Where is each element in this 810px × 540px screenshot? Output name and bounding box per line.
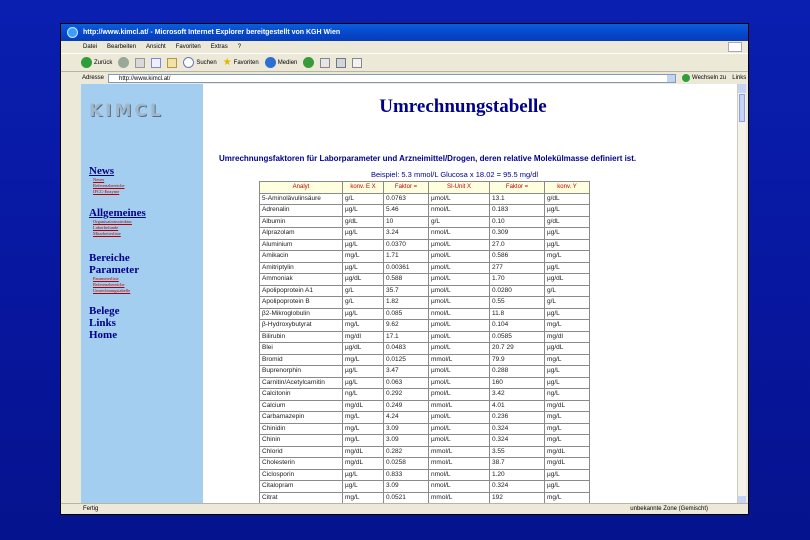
table-cell: mg/L bbox=[545, 492, 590, 504]
table-cell: Amitriptylin bbox=[260, 262, 343, 274]
refresh-icon[interactable] bbox=[151, 58, 161, 68]
table-cell: 0.0370 bbox=[384, 239, 429, 251]
table-cell: nmol/L bbox=[429, 228, 490, 240]
history-icon[interactable] bbox=[303, 57, 314, 68]
table-cell: 79.9 bbox=[490, 354, 545, 366]
table-cell: Alprazolam bbox=[260, 228, 343, 240]
table-cell: mg/L bbox=[343, 412, 384, 424]
table-cell: µmol/L bbox=[429, 274, 490, 286]
table-cell: µmol/L bbox=[429, 239, 490, 251]
table-row bbox=[260, 343, 590, 355]
table-cell: mg/L bbox=[545, 320, 590, 332]
table-row bbox=[260, 239, 590, 251]
table-cell: mg/dl bbox=[343, 331, 384, 343]
nav-news-item[interactable]: Neues bbox=[93, 177, 105, 182]
nav-bereiche-link[interactable]: Bereiche bbox=[89, 252, 130, 264]
go-label: Wechseln zu bbox=[692, 75, 727, 81]
menu-ansicht[interactable]: Ansicht bbox=[146, 44, 166, 50]
table-cell: mg/L bbox=[343, 492, 384, 504]
table-cell: 3.24 bbox=[384, 228, 429, 240]
table-cell: Bromid bbox=[260, 354, 343, 366]
nav-news-item[interactable]: IFCC-Enzyme bbox=[93, 189, 120, 194]
table-cell: 0.249 bbox=[384, 400, 429, 412]
search-label: Suchen bbox=[196, 59, 217, 66]
page-subtitle: Umrechnungsfaktoren für Laborparameter und Arzneimittel/Drogen, deren relative Molekülmasse definiert ist. bbox=[219, 154, 637, 163]
table-cell: 0.085 bbox=[384, 308, 429, 320]
table-row bbox=[260, 285, 590, 297]
table-cell: µg/dL bbox=[343, 343, 384, 355]
table-row bbox=[260, 446, 590, 458]
table-cell: 17.1 bbox=[384, 331, 429, 343]
table-cell: g/dL bbox=[545, 193, 590, 205]
table-cell: nmol/L bbox=[429, 481, 490, 493]
sidebar bbox=[81, 84, 203, 505]
table-cell: µg/dL bbox=[343, 274, 384, 286]
back-button[interactable] bbox=[81, 57, 112, 68]
table-cell: 9.62 bbox=[384, 320, 429, 332]
status-zone: unbekannte Zone (Gemischt) bbox=[630, 506, 708, 512]
table-cell: µg/L bbox=[545, 308, 590, 320]
table-cell: 0.10 bbox=[490, 216, 545, 228]
table-row bbox=[260, 297, 590, 309]
media-button[interactable] bbox=[265, 57, 298, 68]
table-cell: Calcitonin bbox=[260, 389, 343, 401]
nav-parameter-link[interactable]: Parameter bbox=[89, 264, 140, 276]
table-row bbox=[260, 366, 590, 378]
table-cell: 3.42 bbox=[490, 389, 545, 401]
status-bar bbox=[61, 503, 748, 514]
table-cell: µg/L bbox=[545, 239, 590, 251]
table-cell: 0.0258 bbox=[384, 458, 429, 470]
table-cell: g/L bbox=[343, 193, 384, 205]
table-cell: 1.71 bbox=[384, 251, 429, 263]
title-bar bbox=[61, 24, 748, 41]
table-cell: g/dL bbox=[545, 216, 590, 228]
table-row bbox=[260, 251, 590, 263]
nav-news-link[interactable]: News bbox=[89, 165, 115, 177]
table-cell: mg/L bbox=[545, 251, 590, 263]
table-cell: mg/L bbox=[343, 435, 384, 447]
table-row bbox=[260, 377, 590, 389]
table-cell: 35.7 bbox=[384, 285, 429, 297]
table-cell: µmol/L bbox=[429, 262, 490, 274]
table-cell: mg/L bbox=[343, 320, 384, 332]
table-row bbox=[260, 354, 590, 366]
table-cell: Chinin bbox=[260, 435, 343, 447]
table-cell: 0.236 bbox=[490, 412, 545, 424]
table-cell: mg/L bbox=[545, 435, 590, 447]
table-cell: nmol/L bbox=[429, 469, 490, 481]
page-title: Umrechnungstabelle bbox=[379, 96, 547, 117]
menu-bearbeiten[interactable]: Bearbeiten bbox=[107, 44, 137, 50]
table-cell: Bilirubin bbox=[260, 331, 343, 343]
favorites-button[interactable] bbox=[223, 58, 259, 68]
table-cell: g/L bbox=[343, 297, 384, 309]
table-cell: mg/dL bbox=[343, 400, 384, 412]
table-cell: 0.55 bbox=[490, 297, 545, 309]
table-cell: µmol/L bbox=[429, 412, 490, 424]
table-cell: 0.282 bbox=[384, 446, 429, 458]
menu-help[interactable]: ? bbox=[237, 44, 242, 50]
table-cell: g/dL bbox=[343, 216, 384, 228]
table-cell: 0.063 bbox=[384, 377, 429, 389]
table-cell: µg/L bbox=[545, 469, 590, 481]
window-title: http://www.kimcl.at/ - Microsoft Internet Explorer bereitgestellt von KGH Wien bbox=[83, 29, 341, 36]
table-cell: mg/L bbox=[343, 251, 384, 263]
table-cell: 5-Aminolävulinsäure bbox=[260, 193, 343, 205]
table-cell: 192 bbox=[490, 492, 545, 504]
table-cell: µmol/L bbox=[429, 251, 490, 263]
table-cell: mg/dl bbox=[545, 331, 590, 343]
header-konv-y: konv. Y bbox=[545, 182, 590, 194]
table-cell: 0.292 bbox=[384, 389, 429, 401]
menu-favoriten[interactable]: Favoriten bbox=[175, 44, 201, 50]
nav-home-link[interactable]: Home bbox=[89, 329, 118, 341]
table-cell: 3.09 bbox=[384, 423, 429, 435]
table-cell: 4.24 bbox=[384, 412, 429, 424]
table-cell: 10 bbox=[384, 216, 429, 228]
table-cell: 0.588 bbox=[384, 274, 429, 286]
table-cell: 0.0125 bbox=[384, 354, 429, 366]
table-cell: 0.0585 bbox=[490, 331, 545, 343]
table-cell: Adrenalin bbox=[260, 205, 343, 217]
table-cell: µg/L bbox=[545, 228, 590, 240]
header-si-unit: SI-Unit X bbox=[429, 182, 490, 194]
table-row bbox=[260, 435, 590, 447]
table-cell: µg/L bbox=[545, 481, 590, 493]
table-cell: µg/L bbox=[545, 262, 590, 274]
table-cell: Aluminium bbox=[260, 239, 343, 251]
table-cell: 1.20 bbox=[490, 469, 545, 481]
table-cell: mg/L bbox=[545, 412, 590, 424]
back-arrow-icon bbox=[81, 57, 92, 68]
table-row bbox=[260, 458, 590, 470]
table-cell: Carbamazepin bbox=[260, 412, 343, 424]
table-cell: mg/L bbox=[545, 354, 590, 366]
table-cell: Amikacin bbox=[260, 251, 343, 263]
table-cell: µmol/L bbox=[429, 331, 490, 343]
table-cell: 1.82 bbox=[384, 297, 429, 309]
table-cell: g/L bbox=[429, 216, 490, 228]
table-cell: 11.8 bbox=[490, 308, 545, 320]
table-cell: µmol/L bbox=[429, 435, 490, 447]
table-row bbox=[260, 320, 590, 332]
stop-icon[interactable] bbox=[135, 58, 145, 68]
table-cell: Citrat bbox=[260, 492, 343, 504]
kimcl-logo: KIMCL bbox=[89, 101, 164, 121]
table-cell: 4.01 bbox=[490, 400, 545, 412]
nav-parameter-item[interactable]: Referenzbereiche bbox=[93, 282, 125, 287]
address-dropdown-icon[interactable] bbox=[667, 75, 675, 82]
table-cell: µg/L bbox=[343, 308, 384, 320]
nav-allgemeines bbox=[89, 207, 146, 237]
nav-allgemeines-item[interactable]: Laborbefunde bbox=[93, 225, 119, 230]
edit-icon[interactable] bbox=[352, 58, 362, 68]
table-cell: µg/L bbox=[343, 481, 384, 493]
table-cell: µmol/L bbox=[429, 320, 490, 332]
nav-bereiche-parameter bbox=[89, 252, 139, 294]
home-icon[interactable] bbox=[167, 58, 177, 68]
table-cell: 3.09 bbox=[384, 481, 429, 493]
table-cell: 0.324 bbox=[490, 423, 545, 435]
table-row bbox=[260, 423, 590, 435]
nav-news bbox=[89, 165, 124, 195]
table-cell: mmol/L bbox=[429, 354, 490, 366]
nav-allgemeines-link[interactable]: Allgemeines bbox=[89, 207, 146, 219]
table-row bbox=[260, 331, 590, 343]
scroll-thumb[interactable] bbox=[739, 94, 745, 122]
table-cell: 0.309 bbox=[490, 228, 545, 240]
table-cell: Apolipoprotein B bbox=[260, 297, 343, 309]
table-cell: Albumin bbox=[260, 216, 343, 228]
table-cell: 0.288 bbox=[490, 366, 545, 378]
address-input[interactable] bbox=[108, 74, 676, 83]
table-cell: µmol/L bbox=[429, 377, 490, 389]
nav-allgemeines-item[interactable]: Organisationsstruktur bbox=[93, 219, 132, 224]
toolbar bbox=[61, 53, 748, 72]
header-konv-ex: konv. E X bbox=[343, 182, 384, 194]
table-row bbox=[260, 205, 590, 217]
table-row bbox=[260, 228, 590, 240]
table-cell: pmol/L bbox=[429, 389, 490, 401]
table-cell: µmol/L bbox=[429, 193, 490, 205]
table-cell: µmol/L bbox=[429, 297, 490, 309]
table-body bbox=[260, 193, 590, 504]
table-cell: µg/L bbox=[545, 205, 590, 217]
table-cell: 0.183 bbox=[490, 205, 545, 217]
table-cell: 0.0483 bbox=[384, 343, 429, 355]
nav-parameter-item[interactable]: Parameterliste bbox=[93, 276, 119, 281]
windows-logo-icon bbox=[728, 42, 742, 52]
table-cell: nmol/L bbox=[429, 205, 490, 217]
address-value: http://www.kimcl.at/ bbox=[119, 75, 171, 82]
table-cell: 0.0521 bbox=[384, 492, 429, 504]
nav-links-link[interactable]: Links bbox=[89, 317, 116, 329]
page-example: Beispiel: 5.3 mmol/L Glucosa x 18.02 = 95.5 mg/dl bbox=[371, 170, 539, 179]
table-row bbox=[260, 389, 590, 401]
table-cell: µg/L bbox=[343, 228, 384, 240]
table-cell: mg/L bbox=[545, 423, 590, 435]
search-button[interactable] bbox=[183, 57, 216, 68]
table-cell: mg/dL bbox=[343, 446, 384, 458]
table-cell: µg/L bbox=[545, 377, 590, 389]
favorites-label: Favoriten bbox=[233, 59, 259, 66]
table-cell: g/L bbox=[545, 297, 590, 309]
table-cell: Citalopram bbox=[260, 481, 343, 493]
table-cell: µg/L bbox=[343, 377, 384, 389]
vertical-scrollbar[interactable] bbox=[737, 84, 746, 505]
table-cell: µmol/L bbox=[429, 366, 490, 378]
main-content bbox=[203, 84, 737, 505]
table-cell: Apolipoprotein A1 bbox=[260, 285, 343, 297]
nav-bottom bbox=[89, 305, 120, 341]
table-cell: µg/L bbox=[343, 366, 384, 378]
table-cell: 3.09 bbox=[384, 435, 429, 447]
forward-arrow-icon bbox=[118, 57, 129, 68]
table-row bbox=[260, 469, 590, 481]
print-icon[interactable] bbox=[336, 58, 346, 68]
table-row bbox=[260, 400, 590, 412]
table-cell: nmol/L bbox=[429, 308, 490, 320]
table-cell: 5.46 bbox=[384, 205, 429, 217]
header-faktor-1: Faktor = bbox=[384, 182, 429, 194]
nav-news-item[interactable]: Referenzbereiche bbox=[93, 183, 125, 188]
table-header-row bbox=[260, 182, 590, 194]
table-cell: 0.324 bbox=[490, 481, 545, 493]
table-cell: Blei bbox=[260, 343, 343, 355]
go-button[interactable] bbox=[682, 72, 726, 84]
table-cell: Cholesterin bbox=[260, 458, 343, 470]
table-row bbox=[260, 274, 590, 286]
address-bar bbox=[61, 72, 748, 84]
table-cell: 160 bbox=[490, 377, 545, 389]
table-cell: mg/dL bbox=[545, 446, 590, 458]
table-cell: 277 bbox=[490, 262, 545, 274]
table-cell: Buprenorphin bbox=[260, 366, 343, 378]
table-row bbox=[260, 308, 590, 320]
table-cell: Ciclosporin bbox=[260, 469, 343, 481]
menu-datei[interactable]: Datei bbox=[83, 44, 98, 50]
table-row bbox=[260, 216, 590, 228]
table-cell: ng/L bbox=[545, 389, 590, 401]
table-cell: 3.47 bbox=[384, 366, 429, 378]
nav-allgemeines-item[interactable]: Mitarbeiterliste bbox=[93, 231, 121, 236]
table-cell: Chinidin bbox=[260, 423, 343, 435]
table-cell: µg/dL bbox=[545, 274, 590, 286]
table-cell: µg/L bbox=[343, 469, 384, 481]
table-cell: µmol/L bbox=[429, 285, 490, 297]
table-cell: mmol/L bbox=[429, 458, 490, 470]
table-cell: mg/L bbox=[343, 354, 384, 366]
menu-extras[interactable]: Extras bbox=[210, 44, 228, 50]
browser-window bbox=[60, 23, 749, 515]
scroll-up-icon[interactable] bbox=[738, 84, 746, 93]
table-cell: µg/L bbox=[545, 366, 590, 378]
table-cell: Ammoniak bbox=[260, 274, 343, 286]
header-analyt: Analyt bbox=[260, 182, 343, 194]
table-row bbox=[260, 262, 590, 274]
address-label: Adresse bbox=[82, 75, 105, 81]
table-cell: 1.70 bbox=[490, 274, 545, 286]
menu-bar bbox=[61, 41, 748, 53]
table-cell: mg/L bbox=[343, 423, 384, 435]
table-cell: β2-Mikroglobulin bbox=[260, 308, 343, 320]
go-arrow-icon bbox=[682, 74, 690, 82]
table-row bbox=[260, 412, 590, 424]
table-row bbox=[260, 193, 590, 205]
ie-logo-icon bbox=[67, 27, 78, 38]
table-cell: 38.7 bbox=[490, 458, 545, 470]
table-cell: 0.00361 bbox=[384, 262, 429, 274]
table-cell: Carnitin/Acetylcarnitin bbox=[260, 377, 343, 389]
table-cell: 0.586 bbox=[490, 251, 545, 263]
mail-icon[interactable] bbox=[320, 58, 330, 68]
forward-button[interactable] bbox=[118, 57, 129, 68]
table-cell: Chlorid bbox=[260, 446, 343, 458]
table-row bbox=[260, 481, 590, 493]
nav-parameter-item[interactable]: Umrechnungstabelle bbox=[93, 288, 131, 293]
table-cell: µg/L bbox=[343, 205, 384, 217]
table-cell: 0.833 bbox=[384, 469, 429, 481]
table-cell: 3.55 bbox=[490, 446, 545, 458]
table-cell: 20.7 29 bbox=[490, 343, 545, 355]
table-cell: g/L bbox=[343, 285, 384, 297]
links-button[interactable]: Links bbox=[732, 75, 747, 81]
nav-belege-link[interactable]: Belege bbox=[89, 305, 120, 317]
table-cell: mmol/L bbox=[429, 492, 490, 504]
back-label: Zurück bbox=[94, 59, 113, 66]
table-cell: µg/L bbox=[343, 239, 384, 251]
star-icon: ★ bbox=[222, 56, 232, 68]
table-cell: µg/L bbox=[343, 262, 384, 274]
table-cell: µmol/L bbox=[429, 423, 490, 435]
table-cell: 0.0280 bbox=[490, 285, 545, 297]
media-label: Medien bbox=[277, 59, 298, 66]
table-cell: mmol/L bbox=[429, 400, 490, 412]
page-content bbox=[81, 84, 737, 505]
table-cell: 13.1 bbox=[490, 193, 545, 205]
table-cell: 27.0 bbox=[490, 239, 545, 251]
table-cell: g/L bbox=[545, 285, 590, 297]
table-cell: mg/dL bbox=[545, 400, 590, 412]
table-cell: β-Hydroxybutyrat bbox=[260, 320, 343, 332]
table-cell: 0.0763 bbox=[384, 193, 429, 205]
conversion-table bbox=[259, 181, 590, 504]
status-text: Fertig bbox=[83, 506, 99, 512]
table-cell: mmol/L bbox=[429, 446, 490, 458]
search-icon bbox=[183, 57, 194, 68]
media-icon bbox=[265, 57, 276, 68]
table-cell: µg/dL bbox=[545, 343, 590, 355]
table-cell: ng/L bbox=[343, 389, 384, 401]
table-cell: mg/dL bbox=[545, 458, 590, 470]
table-cell: Calcium bbox=[260, 400, 343, 412]
table-cell: mg/dL bbox=[343, 458, 384, 470]
table-cell: 0.104 bbox=[490, 320, 545, 332]
table-row bbox=[260, 492, 590, 504]
header-faktor-2: Faktor = bbox=[490, 182, 545, 194]
table-cell: 0.324 bbox=[490, 435, 545, 447]
table-cell: µmol/L bbox=[429, 343, 490, 355]
